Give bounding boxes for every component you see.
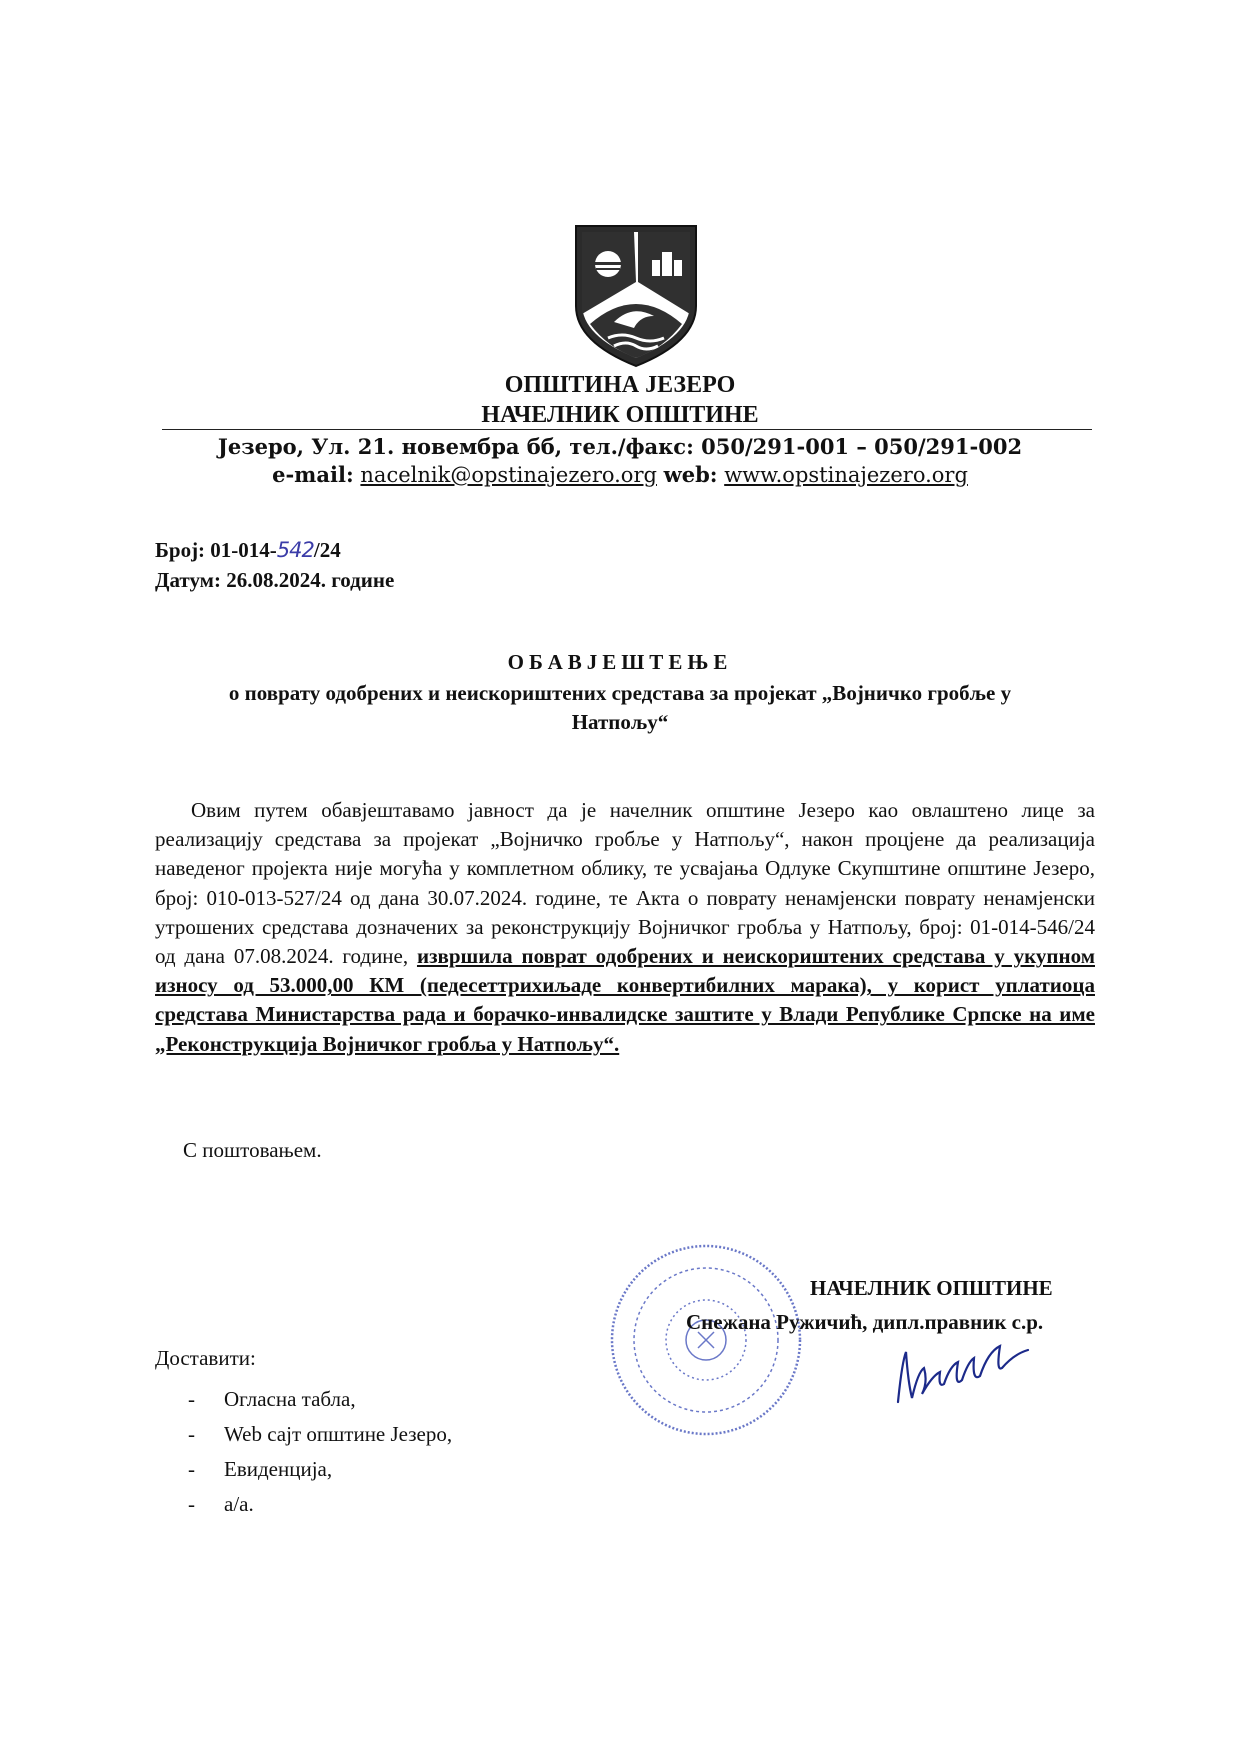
web-label: web:	[663, 462, 718, 487]
signature-title: НАЧЕЛНИК ОПШТИНЕ	[810, 1276, 1053, 1300]
office-name: НАЧЕЛНИК ОПШТИНЕ	[481, 402, 759, 428]
notice-heading: ОБАВЈЕШТЕЊЕ	[507, 650, 733, 674]
closing-regards: С поштовањем.	[183, 1138, 322, 1162]
document-date: Датум: 26.08.2024. године	[155, 568, 395, 592]
delivery-item-3: а/а.	[224, 1492, 254, 1516]
list-item: - Web сајт општине Језеро,	[188, 1422, 453, 1446]
notice-subtitle-line1: о поврату одобрених и неискориштених средстава за пројекат „Војничко гробље у	[228, 681, 1012, 705]
address-line: Језеро, Ул. 21. новембра бб, тел./факс: 050/291-001 – 050/291-002	[217, 434, 1023, 459]
delivery-item-0: Огласна табла,	[224, 1387, 356, 1411]
email-label: e-mail:	[272, 462, 354, 487]
list-item: - Евиденција,	[188, 1457, 333, 1481]
official-stamp-icon	[606, 1240, 806, 1440]
document-number-suffix: /24	[313, 538, 341, 562]
document-number-prefix: Број: 01-014-	[155, 538, 277, 562]
signature-name: Снежана Ружичић, дипл.правник с.р.	[686, 1310, 1044, 1334]
notice-subtitle-line2: Натпољу“	[571, 710, 669, 734]
delivery-list	[188, 1382, 452, 1522]
contact-line	[0, 462, 1240, 487]
body-highlight: извршила поврат одобрених и неискориштених средстава у укупном износу од 53.000,00 КМ (педесеттрихиљаде конвертибилних марака), у корист уплатиоца средстава Министарства рада и борачко-инвалидске заштите у Влади Републике Српске на име „Реконструкција Војничког гробља у Натпољу“.	[155, 944, 1095, 1056]
notice-body	[155, 796, 1095, 1059]
handwritten-signature-icon	[888, 1332, 1038, 1412]
document-number	[155, 538, 341, 563]
list-item: - а/а.	[188, 1492, 254, 1516]
municipal-coat-of-arms-icon	[574, 224, 698, 368]
delivery-label: Доставити:	[155, 1346, 256, 1370]
delivery-item-2: Евиденција,	[224, 1457, 333, 1481]
delivery-item-1: Web сајт општине Језеро,	[224, 1422, 453, 1446]
handwritten-number: 542	[276, 538, 314, 562]
municipality-name: ОПШТИНА ЈЕЗЕРО	[504, 372, 736, 398]
web-link[interactable]: www.opstinajezero.org	[724, 463, 968, 487]
body-text: Овим путем обавјештавамо јавност да је начелник општине Језеро као овлаштено лице за реализацију средстава за пројекат „Војничко гробље у Натпољу“, након процјене да реализација наведеног пројекта није могућа у комплетном облику, те усвајања Одлуке Скупштине општине Језеро, број: 010-013-527/24 од дана 30.07.2024. године, те Акта о поврату ненамјенски повратy ненамјенски утрошених средстава дозначених за реконструкцију Војничког гробља у Натпољу, број: 01-014-546/24 од дана 07.08.2024. године,	[155, 798, 1095, 969]
header-divider	[162, 429, 1092, 430]
email-link[interactable]: nacelnik@opstinajezero.org	[360, 463, 657, 487]
list-item: - Огласна табла,	[188, 1387, 356, 1411]
